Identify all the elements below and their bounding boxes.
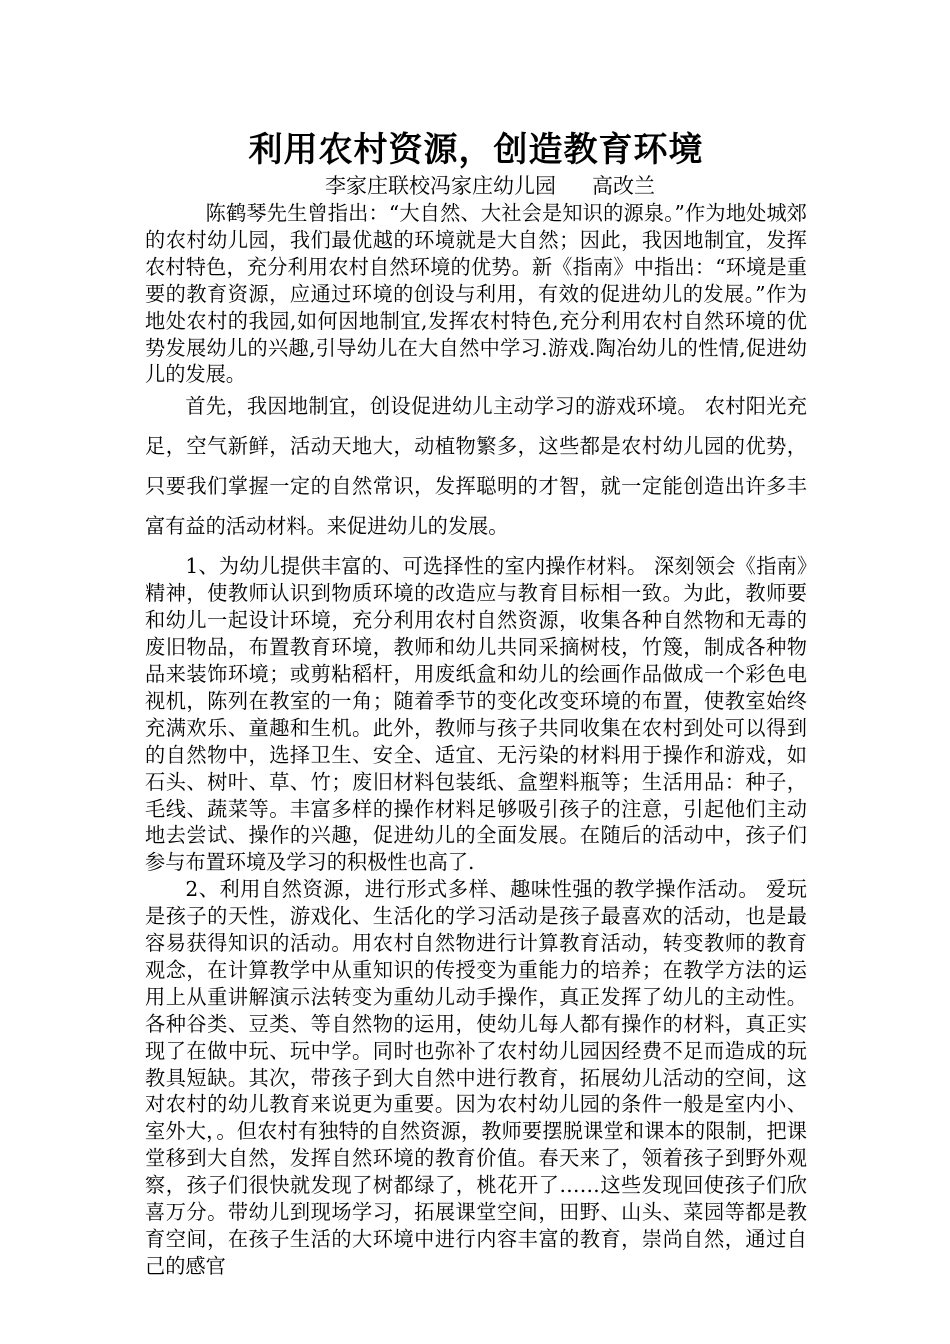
paragraph-section-2: 2、利用自然资源，进行形式多样、趣味性强的教学操作活动。 爱玩是孩子的天性，游戏化、生活化的学习活动是孩子最喜欢的活动，也是最容易获得知识的活动。用农村自然物进行计算教育活动，转变教师的教育观念，在计算教学中从重知识的传授变为重能力的培养；在教学方法的运用上从重讲解演示法转变为重幼儿动手操作，真正发挥了幼儿的主动性。各种谷类、豆类、等自然物的运用，使幼儿每人都有操作的材料，真正实现了在做中玩、玩中学。同时也弥补了农村幼儿园因经费不足而造成的玩教具短缺。其次，带孩子到大自然中进行教育，拓展幼儿活动的空间，这对农村的幼儿教育来说更为重要。因为农村幼儿园的条件一般是室内小、室外大，。但农村有独特的自然资源，教师要摆脱课堂和课本的限制，把课堂移到大自然，发挥自然环境的教育价值。春天来了，领着孩子到野外观察，孩子们很快就发现了树都绿了，桃花开了……这些发现回使孩子们欣喜万分。带幼儿到现场学习，拓展课堂空间，田野、山头、菜园等都是教育空间，在孩子生活的大环境中进行内容丰富的教育，崇尚自然，通过自己的感官	[145, 877, 807, 1278]
paragraph-section-1: 1、为幼儿提供丰富的、可选择性的室内操作材料。 深刻领会《指南》精神，使教师认识到物质环境的改造应与教育目标相一致。为此，教师要和幼儿一起设计环境，充分利用农村自然资源，收集各种自然物和无毒的废旧物品，布置教育环境，教师和幼儿共同采摘树枝，竹篾，制成各种物品来装饰环境；或剪粘稻杆，用废纸盒和幼儿的绘画作品做成一个彩色电视机，陈列在教室的一角；随着季节的变化改变环境的布置，使教室始终充满欢乐、童趣和生机。此外，教师与孩子共同收集在农村到处可以得到的自然物中，选择卫生、安全、适宜、无污染的材料用于操作和游戏，如石头、树叶、草、竹；废旧材料包装纸、盒塑料瓶等；生活用品：种子，毛线、蔬菜等。丰富多样的操作材料足够吸引孩子的注意，引起他们主动地去尝试、操作的兴趣，促进幼儿的全面发展。在随后的活动中，孩子们参与布置环境及学习的积极性也高了.	[145, 554, 807, 875]
byline-organization: 李家庄联校冯家庄幼儿园	[325, 174, 556, 198]
paragraph-first-point: 首先，我因地制宜，创设促进幼儿主动学习的游戏环境。 农村阳光充足，空气新鲜，活动天地大，动植物繁多，这些都是农村幼儿园的优势，只要我们掌握一定的自然常识，发挥聪明的才智，就一定能创造出许多丰富有益的活动材料。来促进幼儿的发展。	[145, 394, 807, 539]
byline-author: 高改兰	[592, 174, 655, 198]
document-title: 利用农村资源，创造教育环境	[248, 130, 704, 170]
paragraph-intro: 陈鹤琴先生曾指出：“大自然、大社会是知识的源泉。”作为地处城郊的农村幼儿园，我们最优越的环境就是大自然；因此，我因地制宜，发挥农村特色，充分利用农村自然环境的优势。新《指南》中指出：“环境是重要的教育资源，应通过环境的创设与利用，有效的促进幼儿的发展。”作为地处农村的我园,如何因地制宜,发挥农村特色,充分利用农村自然环境的优势发展幼儿的兴趣,引导幼儿在大自然中学习.游戏.陶冶幼儿的性情,促进幼儿的发展。	[145, 201, 807, 387]
byline	[325, 172, 655, 200]
document-body	[145, 200, 807, 1280]
